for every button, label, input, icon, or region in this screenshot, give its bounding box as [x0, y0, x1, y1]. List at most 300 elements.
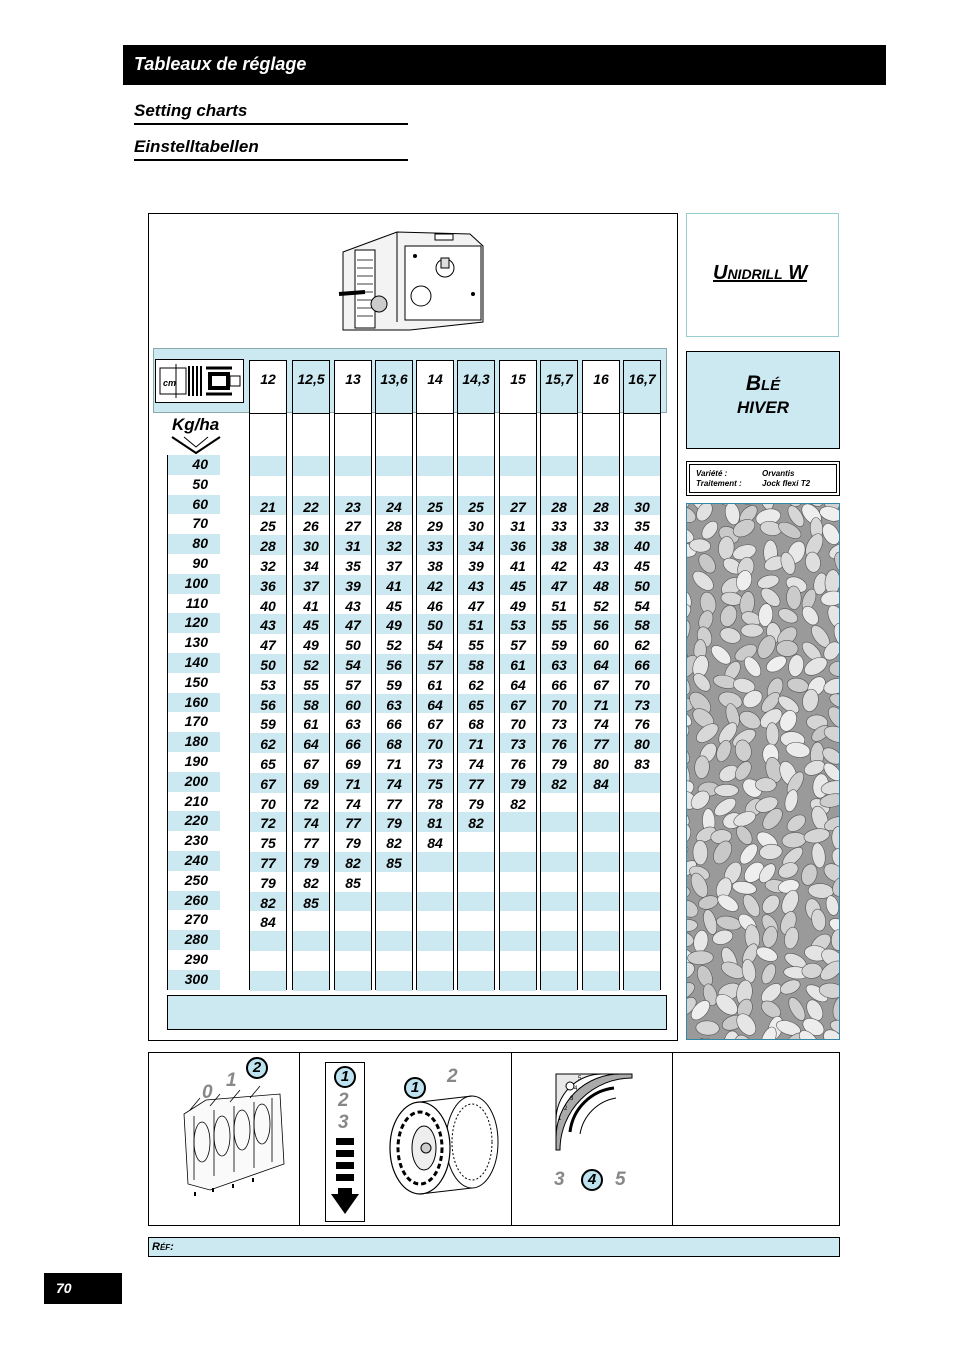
table-cell	[458, 973, 494, 993]
rate-cell: 220	[168, 811, 220, 831]
dial-label-5: 5	[615, 1169, 626, 1190]
dial-label-3: 3	[554, 1169, 565, 1190]
table-cell	[417, 933, 453, 953]
table-cell	[500, 814, 536, 834]
rate-cell: 210	[184, 792, 208, 809]
table-cell: 59	[551, 637, 567, 654]
table-cell: 25	[468, 498, 484, 515]
rate-cell: 300	[168, 970, 220, 990]
crop-season: HIVER	[737, 398, 789, 417]
table-cell: 33	[427, 538, 443, 555]
table-cell: 84	[593, 775, 609, 792]
table-cell	[458, 458, 494, 478]
table-cell: 70	[510, 716, 526, 733]
rate-cell: 80	[168, 534, 220, 554]
table-cell: 37	[303, 577, 319, 594]
table-cell	[417, 854, 453, 874]
table-cell: 52	[593, 597, 609, 614]
table-cell: 82	[468, 815, 484, 832]
table-cell: 60	[593, 637, 609, 654]
rate-label: Kg/ha	[172, 415, 220, 434]
table-cell: 76	[510, 756, 526, 772]
rate-cell: 290	[184, 951, 208, 967]
table-cell: 31	[510, 518, 526, 535]
table-cell	[250, 458, 286, 478]
table-cell: 64	[303, 736, 319, 753]
table-cell: 72	[260, 815, 276, 832]
drive-wheel-illustration	[380, 1090, 510, 1200]
model-name: Unidrill W	[713, 262, 808, 284]
svg-text:4: 4	[574, 1086, 578, 1092]
table-cell	[583, 834, 619, 854]
table-cell: 61	[510, 657, 526, 673]
variety-box	[686, 461, 840, 496]
wheat-grain-photo	[686, 503, 840, 1040]
table-cell: 63	[551, 657, 567, 673]
table-cell: 79	[551, 756, 567, 772]
table-cell	[417, 894, 453, 914]
table-cell	[541, 933, 577, 953]
table-cell: 50	[345, 637, 361, 654]
table-cell: 40	[260, 597, 276, 614]
table-cell: 79	[468, 795, 484, 812]
table-cell	[624, 933, 660, 953]
column-header: 12	[250, 361, 286, 414]
table-cell	[583, 814, 619, 834]
lever-selected-badge: 2	[246, 1057, 268, 1079]
table-cell: 77	[345, 815, 361, 832]
table-cell: 51	[468, 617, 484, 634]
table-cell: 70	[551, 696, 567, 713]
rate-cell: 260	[168, 891, 220, 911]
svg-text:cm: cm	[163, 378, 177, 388]
metering-box-illustration	[335, 222, 485, 337]
crop-box	[686, 351, 840, 449]
row-spacing-icon	[156, 360, 243, 402]
table-cell: 72	[303, 795, 319, 812]
rate-cell: 90	[192, 555, 208, 571]
table-cell: 57	[345, 676, 361, 693]
table-cell: 67	[303, 756, 319, 772]
table-cell: 54	[345, 657, 361, 673]
rate-cell: 140	[168, 653, 220, 673]
table-cell: 25	[260, 518, 276, 535]
column-header: 12,5	[293, 361, 329, 414]
table-cell: 66	[634, 657, 650, 673]
table-cell	[583, 973, 619, 993]
table-cell: 34	[303, 558, 319, 574]
rate-cell: 280	[168, 930, 220, 950]
table-cell: 27	[510, 498, 526, 515]
table-cell: 82	[386, 835, 402, 852]
table-cell: 69	[303, 775, 319, 792]
table-cell: 70	[634, 676, 650, 693]
table-cell: 36	[260, 577, 276, 594]
table-cell: 62	[468, 676, 484, 693]
table-cell: 31	[345, 538, 361, 555]
table-cell: 74	[303, 815, 319, 832]
rate-cell: 100	[168, 574, 220, 594]
table-cell	[500, 894, 536, 914]
table-cell: 46	[427, 597, 443, 614]
table-cell: 35	[345, 558, 361, 574]
table-cell	[541, 834, 577, 854]
rate-cell: 70	[192, 515, 208, 532]
table-cell: 82	[510, 795, 526, 812]
table-cell: 32	[386, 538, 402, 555]
treatment-label: Traitement :	[696, 479, 742, 488]
table-cell	[541, 854, 577, 874]
table-column	[623, 360, 661, 990]
table-footer-band	[167, 995, 667, 1030]
table-cell: 39	[345, 577, 361, 594]
table-cell	[500, 834, 536, 854]
table-cell	[624, 814, 660, 834]
table-cell: 35	[634, 518, 650, 535]
table-cell: 79	[386, 815, 402, 832]
table-cell: 63	[386, 696, 402, 713]
column-header: 15	[500, 361, 536, 414]
table-cell	[583, 854, 619, 874]
column-header: 16	[583, 361, 619, 414]
table-cell: 67	[260, 775, 276, 792]
table-cell: 52	[386, 637, 402, 654]
table-cell	[335, 973, 371, 993]
table-column	[499, 360, 537, 990]
table-cell: 47	[468, 597, 484, 614]
column-header: 15,7	[541, 361, 577, 414]
table-cell: 57	[427, 657, 443, 673]
table-cell: 26	[303, 518, 319, 535]
variety-value: Orvantis	[762, 469, 795, 478]
crop-name: Blé	[745, 372, 781, 395]
table-cell: 55	[303, 676, 319, 693]
table-cell: 80	[634, 736, 650, 753]
table-cell: 76	[551, 736, 567, 753]
table-cell: 49	[386, 617, 402, 634]
table-cell: 53	[510, 617, 526, 634]
rate-cell: 180	[168, 732, 220, 752]
wheel-selected-badge: 1	[404, 1077, 426, 1099]
table-cell: 45	[634, 558, 650, 574]
page-number: 70	[44, 1273, 122, 1304]
table-cell	[376, 458, 412, 478]
column-header: 16,7	[624, 361, 660, 414]
svg-text:2: 2	[564, 1106, 568, 1112]
table-cell	[624, 458, 660, 478]
table-cell: 59	[386, 676, 402, 693]
lever-label-1: 1	[226, 1070, 237, 1091]
rate-cell: 190	[184, 753, 208, 769]
table-cell: 41	[303, 597, 319, 614]
table-cell	[458, 834, 494, 854]
table-column	[249, 360, 287, 990]
title-bar	[123, 45, 886, 85]
table-cell	[500, 973, 536, 993]
table-cell	[293, 933, 329, 953]
table-cell	[293, 973, 329, 993]
gear-label-3: 3	[338, 1112, 349, 1133]
table-cell: 68	[468, 716, 484, 733]
table-cell: 74	[386, 775, 402, 792]
table-column	[292, 360, 330, 990]
table-cell: 58	[468, 657, 484, 673]
table-cell	[624, 973, 660, 993]
treatment-value: Jock flexi T2	[762, 479, 811, 488]
table-cell	[417, 973, 453, 993]
table-cell: 64	[593, 657, 609, 673]
table-cell: 22	[303, 498, 319, 515]
table-cell	[335, 894, 371, 914]
table-cell: 55	[551, 617, 567, 634]
column-header: 14	[417, 361, 453, 414]
rate-cell: 200	[168, 772, 220, 792]
table-cell: 64	[510, 676, 526, 693]
table-cell	[458, 894, 494, 914]
rate-column	[167, 455, 220, 990]
table-cell	[417, 458, 453, 478]
table-cell: 82	[551, 775, 567, 792]
table-cell: 62	[260, 736, 276, 753]
table-cell: 24	[386, 498, 402, 515]
table-cell: 27	[345, 518, 361, 535]
table-cell: 70	[260, 795, 276, 812]
table-cell: 58	[303, 696, 319, 713]
table-cell: 85	[345, 874, 361, 891]
table-cell: 50	[427, 617, 443, 634]
table-cell	[458, 854, 494, 874]
table-cell	[583, 458, 619, 478]
rate-cell: 240	[168, 851, 220, 871]
table-cell: 47	[345, 617, 361, 634]
table-cell: 71	[593, 696, 609, 713]
table-cell: 77	[593, 736, 609, 753]
table-cell: 85	[303, 894, 319, 911]
table-column	[416, 360, 454, 990]
table-cell: 54	[427, 637, 443, 654]
rate-cell: 120	[168, 613, 220, 633]
table-cell: 73	[551, 716, 567, 733]
table-cell: 79	[510, 775, 526, 792]
table-cell: 76	[634, 716, 650, 733]
table-cell: 52	[303, 657, 319, 673]
table-cell	[376, 973, 412, 993]
table-cell: 69	[345, 756, 361, 772]
table-cell: 30	[468, 518, 484, 535]
subtitle-german: Einstelltabellen	[134, 137, 408, 161]
page-title: Tableaux de réglage	[134, 54, 307, 74]
dial-selected-badge: 4	[581, 1169, 603, 1191]
table-cell	[583, 933, 619, 953]
svg-text:1: 1	[558, 1116, 562, 1122]
table-cell: 71	[345, 775, 361, 792]
table-cell: 47	[260, 637, 276, 654]
table-cell: 23	[345, 498, 361, 515]
rate-cell: 170	[184, 713, 208, 730]
table-cell: 66	[551, 676, 567, 693]
table-cell: 29	[427, 518, 443, 535]
table-cell: 30	[303, 538, 319, 555]
table-cell: 34	[468, 538, 484, 555]
table-cell: 40	[634, 538, 650, 555]
table-column	[457, 360, 495, 990]
lever-mechanism-illustration	[180, 1080, 290, 1200]
rate-cell: 60	[168, 495, 220, 515]
table-cell	[583, 894, 619, 914]
column-header: 14,3	[458, 361, 494, 414]
table-cell: 75	[260, 835, 276, 852]
table-cell: 45	[510, 577, 526, 594]
table-cell: 81	[427, 815, 443, 832]
column-header: 13	[335, 361, 371, 414]
table-cell: 47	[551, 577, 567, 594]
table-cell	[376, 933, 412, 953]
table-cell: 65	[468, 696, 484, 713]
table-cell	[500, 933, 536, 953]
table-cell: 66	[386, 716, 402, 733]
table-cell: 42	[427, 577, 443, 594]
table-cell: 80	[593, 756, 609, 772]
table-cell: 48	[593, 577, 609, 594]
table-cell	[500, 854, 536, 874]
table-cell: 37	[386, 558, 402, 574]
table-cell: 50	[634, 577, 650, 594]
table-cell: 71	[468, 736, 484, 753]
table-cell: 41	[386, 577, 402, 594]
table-cell: 74	[593, 716, 609, 733]
rate-cell: 230	[184, 832, 208, 849]
table-cell: 43	[260, 617, 276, 634]
rate-cell: 250	[184, 871, 208, 888]
table-cell: 82	[260, 894, 276, 911]
table-cell: 43	[345, 597, 361, 614]
model-box	[686, 213, 839, 337]
table-cell: 77	[260, 855, 276, 871]
wheel-label-2: 2	[447, 1066, 458, 1087]
table-cell: 79	[260, 874, 276, 891]
table-cell: 53	[260, 676, 276, 693]
dial-gauge-illustration	[550, 1068, 636, 1156]
down-arrow-icon	[330, 1136, 360, 1216]
table-cell	[624, 834, 660, 854]
table-cell: 50	[260, 657, 276, 673]
reference-bar	[148, 1237, 840, 1257]
table-cell: 79	[303, 855, 319, 871]
table-cell	[541, 814, 577, 834]
table-cell: 21	[260, 498, 276, 515]
gear-selected-badge: 1	[334, 1066, 356, 1088]
lever-label-0: 0	[202, 1082, 213, 1103]
rate-cell: 50	[192, 475, 208, 492]
table-cell	[624, 854, 660, 874]
table-cell: 73	[427, 756, 443, 772]
table-cell: 38	[427, 558, 443, 574]
table-cell: 82	[345, 855, 361, 871]
rate-cell: 40	[168, 455, 220, 475]
table-cell: 43	[593, 558, 609, 574]
table-cell: 38	[551, 538, 567, 555]
table-cell: 41	[510, 558, 526, 574]
table-cell: 28	[260, 538, 276, 555]
table-cell	[335, 933, 371, 953]
table-cell: 75	[427, 775, 443, 792]
table-cell: 51	[551, 597, 567, 614]
variety-label: Variété :	[696, 469, 728, 478]
rate-cell: 110	[185, 594, 208, 611]
table-column	[375, 360, 413, 990]
table-cell: 28	[551, 498, 567, 515]
table-cell: 82	[303, 874, 319, 891]
rate-arrow-icon	[170, 435, 224, 457]
rate-cell: 270	[184, 911, 208, 928]
table-cell: 28	[386, 518, 402, 535]
table-cell: 55	[468, 637, 484, 654]
table-cell: 56	[386, 657, 402, 673]
table-cell	[541, 973, 577, 993]
table-cell: 77	[303, 835, 319, 852]
table-cell: 60	[345, 696, 361, 713]
table-cell: 39	[468, 558, 484, 574]
table-cell: 57	[510, 637, 526, 654]
table-cell: 67	[593, 676, 609, 693]
table-cell: 33	[551, 518, 567, 535]
table-cell: 77	[386, 795, 402, 812]
table-cell: 49	[510, 597, 526, 614]
table-cell	[624, 775, 660, 795]
table-cell: 67	[427, 716, 443, 733]
table-cell: 83	[634, 756, 650, 772]
reference-label: Réf:	[152, 1241, 174, 1253]
table-cell: 79	[345, 835, 361, 852]
table-cell: 61	[303, 716, 319, 733]
table-cell	[250, 973, 286, 993]
gear-label-2: 2	[338, 1090, 349, 1111]
table-cell: 28	[593, 498, 609, 515]
table-cell: 63	[345, 716, 361, 733]
table-cell: 77	[468, 775, 484, 792]
rate-cell: 150	[184, 673, 208, 690]
table-cell	[541, 894, 577, 914]
table-cell: 56	[593, 617, 609, 634]
table-cell: 66	[345, 736, 361, 753]
table-cell: 74	[468, 756, 484, 772]
svg-text:3: 3	[570, 1096, 574, 1102]
table-cell: 56	[260, 696, 276, 713]
table-cell: 84	[260, 914, 276, 931]
table-cell: 45	[303, 617, 319, 634]
rate-cell: 160	[168, 693, 220, 713]
table-cell: 61	[427, 676, 443, 693]
table-cell: 62	[634, 637, 650, 654]
table-cell: 42	[551, 558, 567, 574]
table-cell: 84	[427, 835, 443, 852]
table-cell: 73	[634, 696, 650, 713]
table-cell: 58	[634, 617, 650, 634]
svg-text:5: 5	[578, 1076, 582, 1082]
table-cell: 71	[386, 756, 402, 772]
table-cell	[335, 458, 371, 478]
table-cell: 32	[260, 558, 276, 574]
table-cell	[293, 458, 329, 478]
table-cell: 36	[510, 538, 526, 555]
table-cell: 74	[345, 795, 361, 812]
table-cell: 65	[260, 756, 276, 772]
table-cell: 25	[427, 498, 443, 515]
table-cell	[250, 933, 286, 953]
table-cell: 59	[260, 716, 276, 733]
table-cell: 54	[634, 597, 650, 614]
table-column	[334, 360, 372, 990]
